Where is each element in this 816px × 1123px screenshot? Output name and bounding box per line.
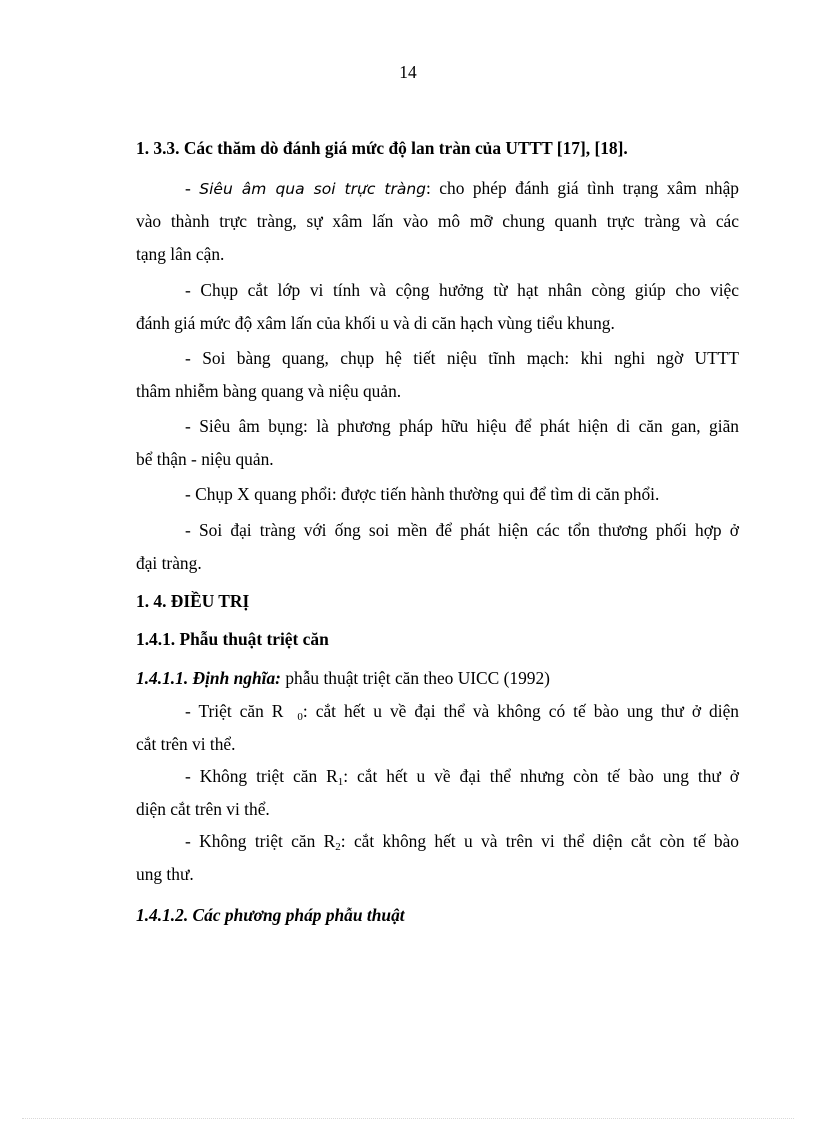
- dash: -: [185, 178, 200, 198]
- page-bottom-border: [22, 1118, 794, 1119]
- paragraph-line: vào thành trực tràng, sự xâm lấn vào mô mỡ chung quanh trực tràng và các: [136, 211, 739, 231]
- paragraph-line: [185, 176, 739, 201]
- paragraph-line: - Siêu âm bụng: là phương pháp hữu hiệu để phát hiện di căn gan, giãn: [185, 416, 739, 436]
- text-run: - Triệt căn R: [185, 701, 284, 721]
- text-run: : cắt hết u về đại thể nhưng còn tế bào ung thư ở: [343, 766, 739, 786]
- paragraph-line: - Soi đại tràng với ống soi mền để phát hiện các tổn thương phối hợp ở: [185, 520, 739, 540]
- paragraph-line: bể thận - niệu quản.: [136, 449, 274, 469]
- text-run: phẫu thuật triệt căn theo UICC (1992): [280, 668, 550, 688]
- text-run: : cắt không hết u và trên vi thể diện cắt còn tế bào: [340, 831, 739, 851]
- section-heading-1-3-3: 1. 3.3. Các thăm dò đánh giá mức độ lan tràn của UTTT [17], [18].: [136, 138, 628, 158]
- paragraph-line: [185, 764, 739, 788]
- paragraph-line: cắt trên vi thể.: [136, 734, 236, 754]
- paragraph-line: - Chụp cắt lớp vi tính và cộng hưởng từ hạt nhân còng giúp cho việc: [185, 280, 739, 300]
- text-run: : cho phép đánh giá tình trạng xâm nhập: [426, 178, 740, 198]
- text-run: : cắt hết u về đại thể và không có tế bào ung thư ở diện: [302, 701, 740, 721]
- paragraph-line: [185, 829, 739, 853]
- text-run: - Không triệt căn R: [185, 831, 336, 851]
- paragraph-line: - Soi bàng quang, chụp hệ tiết niệu tĩnh mạch: khi nghi ngờ UTTT: [185, 348, 739, 368]
- paragraph-line: ung thư.: [136, 864, 194, 884]
- paragraph-line: [185, 699, 739, 723]
- paragraph-line: đánh giá mức độ xâm lấn của khối u và di căn hạch vùng tiểu khung.: [136, 313, 615, 333]
- italic-term: Siêu âm qua soi trực tràng: [199, 180, 426, 198]
- paragraph-line: tạng lân cận.: [136, 244, 225, 264]
- subsection-heading-1-4-1-2: 1.4.1.2. Các phương pháp phẫu thuật: [136, 905, 405, 925]
- subscript: 1: [337, 776, 344, 788]
- definition-label: 1.4.1.1. Định nghĩa:: [136, 668, 281, 688]
- subscript: 2: [335, 841, 341, 853]
- section-heading-1-4-1: 1.4.1. Phẫu thuật triệt căn: [136, 629, 329, 649]
- text-run: - Không triệt căn R: [185, 766, 338, 786]
- paragraph-line: - Chụp X quang phổi: được tiến hành thường qui để tìm di căn phổi.: [185, 484, 660, 504]
- subscript: 0: [297, 711, 303, 723]
- paragraph-line: đại tràng.: [136, 553, 202, 573]
- paragraph-line: thâm nhiễm bàng quang và niệu quản.: [136, 381, 402, 401]
- paragraph-line: diện cắt trên vi thể.: [136, 799, 270, 819]
- section-heading-1-4: 1. 4. ĐIỀU TRỊ: [136, 591, 250, 611]
- definition-line: [136, 666, 739, 690]
- page-number: 14: [399, 62, 417, 82]
